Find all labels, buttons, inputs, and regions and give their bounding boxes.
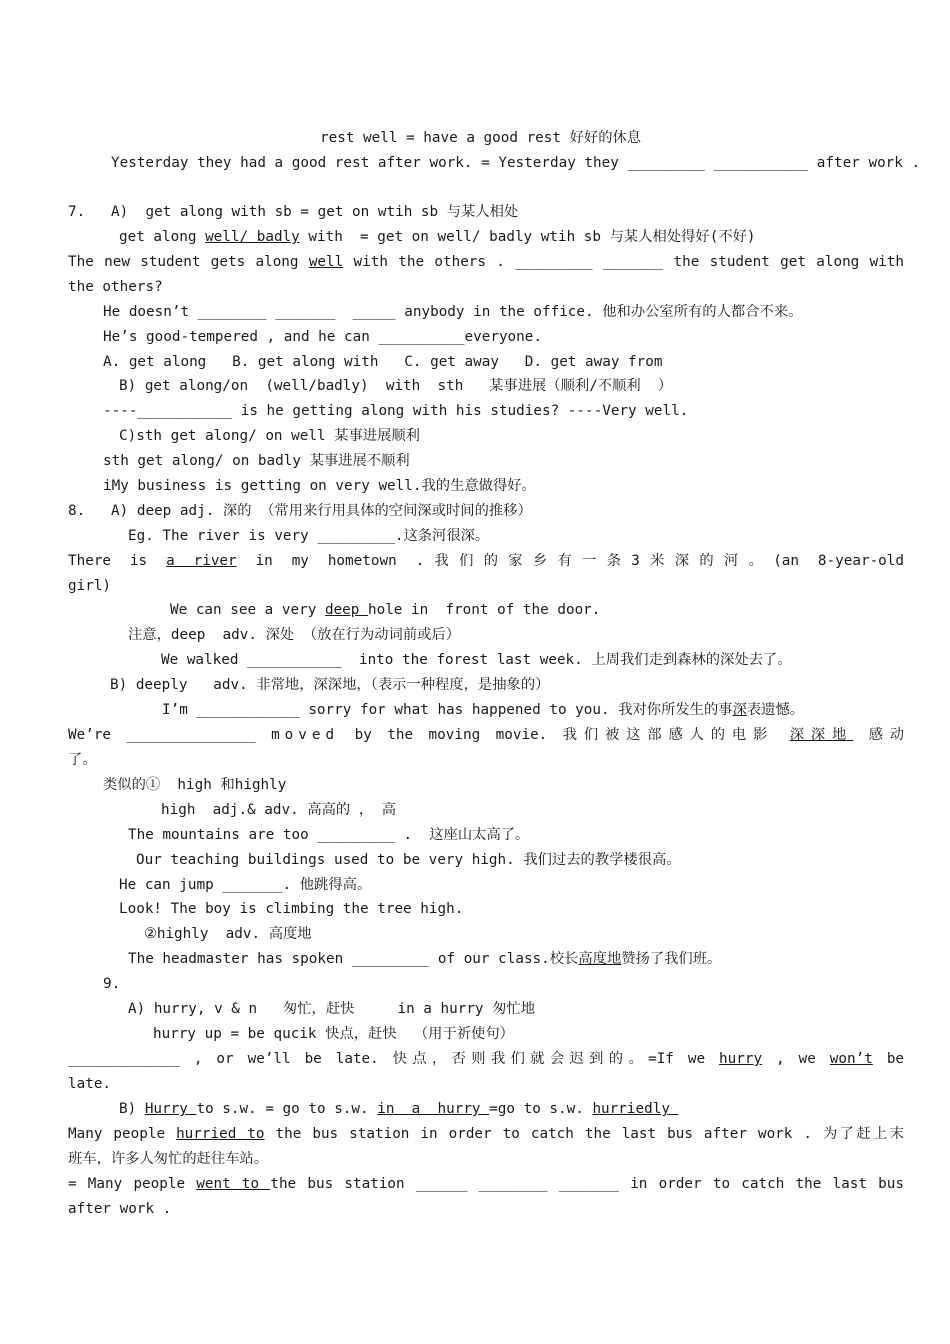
text-segment: 类似的① high 和highly [103,777,287,793]
text-segment: He can jump _______. 他跳得高。 [119,877,372,893]
underlined-text: 高度地 [578,951,622,967]
text-segment: The headmaster has spoken _________ of our class.校长 [128,951,579,967]
text-segment: be [886,1051,905,1067]
text-segment: get along [119,229,206,245]
underlined-text: well/ badly [205,229,300,245]
text-segment: B) get along/on (well/badly) with sth 某事进展（顺利/不顺利 ） [119,378,673,394]
text-segment: Many people [68,1126,177,1142]
text-segment: with the others . _________ _______ the student get along with [353,254,905,270]
text-segment: after work . [68,1201,172,1217]
item-9-many-people [68,1125,904,1143]
text-segment: =go to s.w. [489,1101,593,1117]
text-segment: 8. A) deep adj. 深的 （常用来行用具体的空间深或时间的推移） [68,503,532,519]
item-8-river [128,527,489,545]
item-8-jump [119,876,371,894]
text-segment: by the moving movie. 我们被这部感人的电影 [354,727,775,743]
underlined-text: won’t [829,1051,873,1067]
text-segment: 表遗憾。 [746,702,805,718]
item-8-le [68,751,97,769]
text-segment: He’s good-tempered , and he can __________everyone. [103,329,542,345]
text-segment: C)sth get along/ on well 某事进展顺利 [119,428,420,444]
item-8-teaching [136,851,681,869]
item-7-new-student [68,253,904,271]
item-8-there-is [68,552,904,570]
item-8-similar [103,776,286,794]
item-7-good-tempered [103,328,542,346]
item-8-deep-hole [170,601,600,619]
item-9-late [68,1075,111,1093]
text-segment: 7. A) get along with sb = get on wtih sb 与某人相处 [68,204,519,220]
item-8-note [128,626,460,644]
text-segment: He doesn’t ________ _______ _____ anybody in the office. 他和办公室所有的人都合不来。 [103,304,803,320]
item-8-girl [68,577,111,595]
item-7-badly [103,452,410,470]
underlined-text: hurried to [176,1126,265,1142]
text-segment: Our teaching buildings used to be very high. 我们过去的教学楼很高。 [136,852,681,868]
item-7-he-doesnt [103,303,802,321]
text-segment: We can see a very [170,602,325,618]
text-segment: A) hurry, v & n 匆忙，赶快 in a hurry 匆忙地 [128,1001,536,1017]
underlined-text: 深 [732,702,747,718]
underlined-text: deep [324,602,368,618]
text-segment: _____________ , or we’ll be late. 快点，否则我们就会迟到的。=If we [68,1051,720,1067]
underlined-text: hurriedly [592,1101,679,1117]
text-segment: the bus station ______ ________ _______ in order to catch the last bus [270,1176,904,1192]
text-segment: 感动 [868,727,905,743]
text-segment: The new student gets along [68,254,309,270]
text-segment: high adj.& adv. 高高的 ， 高 [161,802,397,818]
item-9-hurry-up [153,1025,514,1043]
text-segment: to s.w. = go to s.w. [196,1101,378,1117]
text-segment: There is [68,553,148,569]
item-9-translation [68,1150,268,1168]
text-segment: , we [776,1051,830,1067]
text-segment: 班车，许多人匆忙的赶往车站。 [68,1151,269,1167]
rest-well-title [320,129,641,147]
underlined-text: in a hurry [377,1101,490,1117]
item-7-b [119,377,672,395]
text-segment: Eg. The river is very _________.这条河很深。 [128,528,490,544]
text-segment: B) deeply adv. 非常地，深深地，（表示一种程度，是抽象的） [110,677,550,693]
item-9 [103,975,120,993]
item-8-sorry [162,701,804,719]
item-8-highly [144,925,312,943]
underlined-text: hurry [719,1051,763,1067]
text-segment: Look! The boy is climbing the tree high. [119,901,464,917]
item-8-mountains [128,826,529,844]
text-segment: 赞扬了我们班。 [621,951,722,967]
item-7-business [103,477,536,495]
item-8-walked [161,651,792,669]
text-segment: sth get along/ on badly 某事进展不顺利 [103,453,410,469]
text-segment: ----___________ is he getting along with his studies? ----Very well. [103,403,689,419]
text-segment: with = get on well/ badly wtih sb 与某人相处得好(不好) [299,229,756,245]
item-7-options [103,353,662,371]
text-segment: Yesterday they had a good rest after work. = Yesterday they _________ ___________ after work . [111,155,921,171]
underlined-text: a river [166,553,237,569]
text-segment: hurry up = be qucik 快点，赶快 （用于祈使句） [153,1026,514,1042]
text-segment: We walked ___________ into the forest last week. 上周我们走到森林的深处去了。 [161,652,792,668]
rest-well-example [111,154,920,172]
text-segment: rest well = have a good rest 好好的休息 [320,130,642,146]
item-9-went-to [68,1175,904,1193]
text-segment: ②highly adv. 高度地 [144,926,312,942]
item-7-well-badly [119,228,756,246]
item-8-climbing [119,900,463,918]
item-8-high-def [161,801,396,819]
text-segment: The mountains are too _________ . 这座山太高了。 [128,827,530,843]
text-segment: I’m ____________ sorry for what has happened to you. 我对你所发生的事 [162,702,733,718]
item-7-studies [103,402,688,420]
item-9-a [128,1000,535,1018]
text-segment: 注意，deep adv. 深处 （放在行为动词前或后） [128,627,461,643]
item-9-after-work [68,1200,171,1218]
item-7-c [119,427,420,445]
text-segment: late. [68,1076,112,1092]
item-9-b [119,1100,679,1118]
text-segment: girl) [68,578,112,594]
underlined-text: went to [196,1176,271,1192]
spaced-text: moved [271,727,340,743]
text-segment: B) [119,1101,145,1117]
text-segment: 了。 [68,752,97,768]
text-segment: We’re _______________ [68,727,256,743]
underlined-text: Hurry [144,1101,197,1117]
item-8-a [68,502,532,520]
text-segment: the bus station in order to catch the last bus after work . 为了赶上末 [275,1126,905,1142]
text-segment: iMy business is getting on very well.我的生意做得好。 [103,478,536,494]
item-7-the-others [68,278,163,296]
text-segment: 9. [103,976,121,992]
text-segment: the others? [68,279,163,295]
underlined-text: well [308,254,344,270]
text-segment: A. get along B. get along with C. get away D. get away from [103,354,663,370]
item-8-b [110,676,549,694]
text-segment: in my hometown .我们的家乡有一条3米深的河。(an 8-year-old [255,553,904,569]
text-segment: = Many people [68,1176,197,1192]
item-9-or-late [68,1050,904,1068]
text-segment: hole in front of the door. [367,602,601,618]
item-8-moved [68,726,904,744]
underlined-text: 深深地 [789,727,854,743]
item-8-headmaster [128,950,721,968]
item-7-a [68,203,518,221]
